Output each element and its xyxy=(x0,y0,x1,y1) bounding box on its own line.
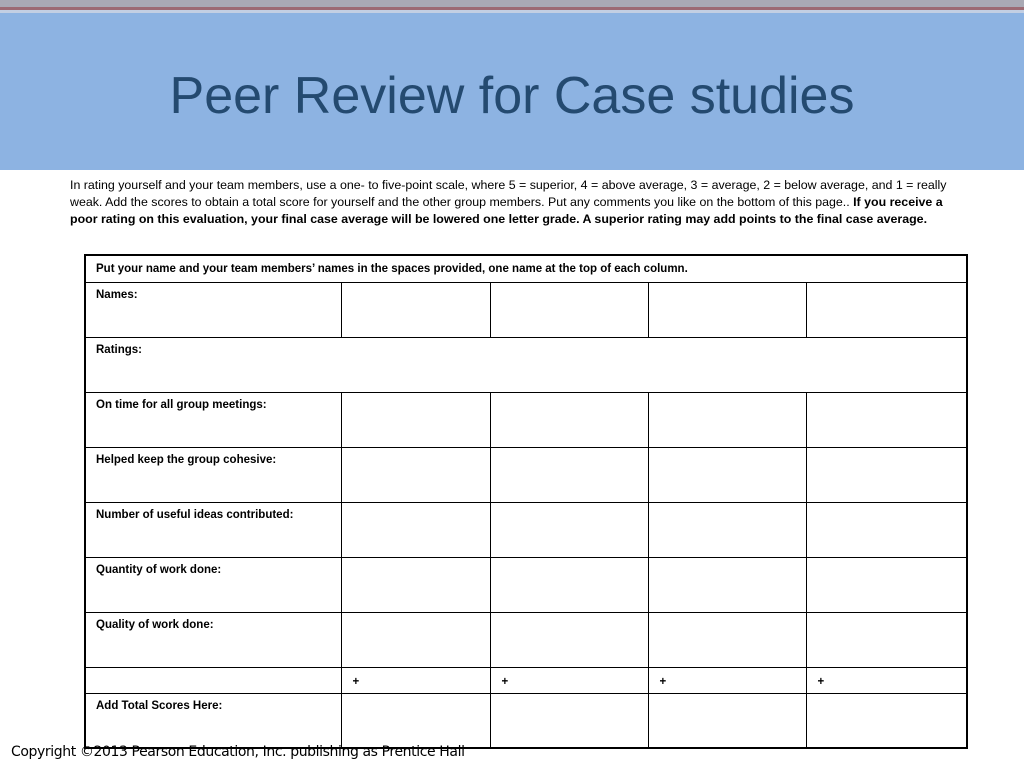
criterion-label: Helped keep the group cohesive: xyxy=(85,447,341,502)
total-cell[interactable] xyxy=(648,693,806,748)
names-label: Names: xyxy=(85,282,341,337)
copyright-footer: Copyright ©2013 Pearson Education, Inc. publishing as Prentice Hall xyxy=(11,744,465,760)
intro-text: In rating yourself and your team members, use a one- to five-point scale, where 5 = superior, 4 = above average, 3 = average, 2 = below average, and 1 = really weak. Add the scores to obtain a total score for yourself and the other group members. Put any comments you like on the bottom of this page.. xyxy=(70,178,947,209)
plus-symbol: + xyxy=(806,667,967,693)
plus-symbol: + xyxy=(490,667,648,693)
instructions-row xyxy=(85,255,967,282)
score-cell[interactable] xyxy=(648,502,806,557)
score-cell[interactable] xyxy=(806,392,967,447)
criterion-label: On time for all group meetings: xyxy=(85,392,341,447)
score-cell[interactable] xyxy=(806,557,967,612)
criterion-label: Number of useful ideas contributed: xyxy=(85,502,341,557)
intro-paragraph xyxy=(70,177,955,228)
criterion-row xyxy=(85,392,967,447)
ratings-label: Ratings: xyxy=(85,337,967,392)
total-cell[interactable] xyxy=(490,693,648,748)
plus-row xyxy=(85,667,967,693)
ratings-row xyxy=(85,337,967,392)
score-cell[interactable] xyxy=(341,557,490,612)
instructions-cell: Put your name and your team members’ names in the spaces provided, one name at the top of each column. xyxy=(85,255,967,282)
name-field-1[interactable] xyxy=(341,282,490,337)
score-cell[interactable] xyxy=(341,612,490,667)
score-cell[interactable] xyxy=(490,392,648,447)
criterion-row xyxy=(85,502,967,557)
score-cell[interactable] xyxy=(490,557,648,612)
name-field-3[interactable] xyxy=(648,282,806,337)
criterion-row xyxy=(85,557,967,612)
score-cell[interactable] xyxy=(806,612,967,667)
total-cell[interactable] xyxy=(341,693,490,748)
plus-symbol: + xyxy=(341,667,490,693)
score-cell[interactable] xyxy=(490,612,648,667)
criterion-label: Quality of work done: xyxy=(85,612,341,667)
score-cell[interactable] xyxy=(648,557,806,612)
name-field-2[interactable] xyxy=(490,282,648,337)
total-cell[interactable] xyxy=(806,693,967,748)
total-label: Add Total Scores Here: xyxy=(85,693,341,748)
criterion-row xyxy=(85,612,967,667)
names-row xyxy=(85,282,967,337)
score-cell[interactable] xyxy=(490,502,648,557)
score-cell[interactable] xyxy=(806,447,967,502)
criterion-row xyxy=(85,447,967,502)
criterion-label: Quantity of work done: xyxy=(85,557,341,612)
plus-symbol: + xyxy=(648,667,806,693)
plus-row-blank xyxy=(85,667,341,693)
slide-title: Peer Review for Case studies xyxy=(169,67,855,125)
score-cell[interactable] xyxy=(648,392,806,447)
score-cell[interactable] xyxy=(648,612,806,667)
score-cell[interactable] xyxy=(648,447,806,502)
name-field-4[interactable] xyxy=(806,282,967,337)
score-cell[interactable] xyxy=(490,447,648,502)
intro-warning-text: If you receive a poor rating on this evaluation, your final case average will be lowered one letter grade. A superior rating may add points to the final case average. xyxy=(70,195,943,226)
top-accent-rule xyxy=(0,0,1024,13)
score-cell[interactable] xyxy=(341,447,490,502)
total-row xyxy=(85,693,967,748)
peer-review-form xyxy=(84,254,968,749)
score-cell[interactable] xyxy=(806,502,967,557)
score-cell[interactable] xyxy=(341,502,490,557)
score-cell[interactable] xyxy=(341,392,490,447)
